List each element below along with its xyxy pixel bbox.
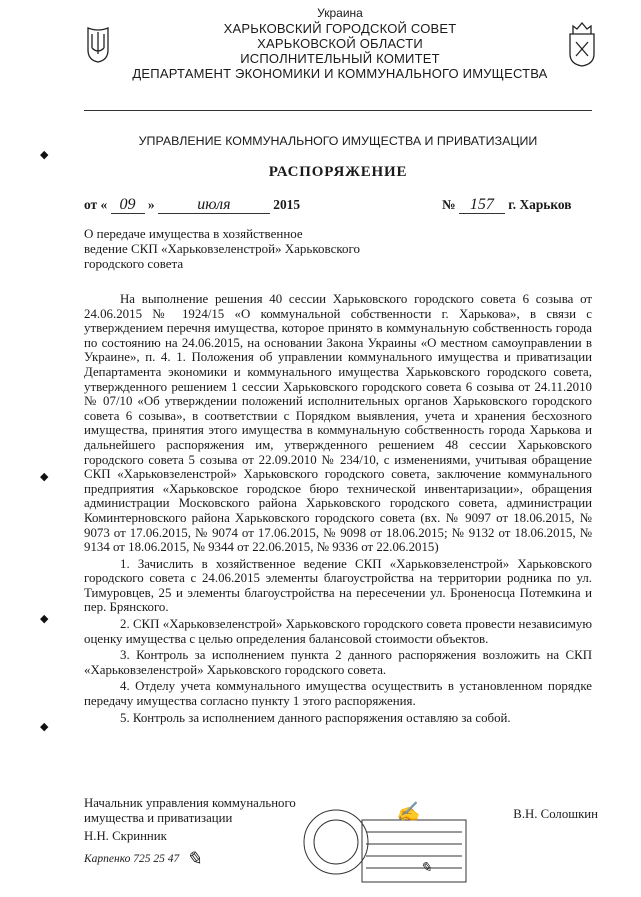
signer-position-line: Начальник управления коммунального (84, 796, 296, 810)
country-name: Украина (317, 6, 363, 20)
region-name: ХАРЬКОВСКОЙ ОБЛАСТИ (257, 36, 423, 51)
document-date (84, 196, 300, 214)
document-subject (84, 226, 384, 271)
approver-name: Н.Н. Скринник (84, 829, 167, 843)
binder-hole-mark: ◆ (40, 612, 49, 625)
header-divider (84, 110, 592, 111)
document-body (84, 292, 592, 727)
executive-committee-name: ИСПОЛНИТЕЛЬНЫЙ КОМИТЕТ (240, 51, 440, 66)
order-item-3: 3. Контроль за исполнением пункта 2 данного распоряжения возложить на СКП «Харьковзеленстрой» Харьковского городского совета. (84, 648, 592, 677)
order-item-4: 4. Отделу учета коммунального имущества осуществить в установленном порядке передачу имущества согласно пункту 1 этого распоряжения. (84, 679, 592, 709)
handwritten-signature-icon: ✎ (420, 860, 432, 876)
document-number (442, 196, 571, 214)
date-month-handwritten: июля (158, 196, 270, 214)
order-item-5: 5. Контроль за исполнением данного распоряжения оставляю за собой. (120, 710, 511, 725)
binder-hole-mark: ◆ (40, 470, 49, 483)
signer-position-line: имущества и приватизации (84, 811, 233, 825)
signer-position (84, 796, 334, 826)
handwritten-signature-icon: ✎ (186, 848, 202, 870)
binder-hole-mark: ◆ (40, 148, 49, 161)
subject-line: ведение СКП «Харьковзеленстрой» Харьковского (84, 241, 361, 256)
council-name: ХАРЬКОВСКИЙ ГОРОДСКОЙ СОВЕТ (223, 21, 457, 36)
date-prefix: от « (84, 197, 108, 212)
subject-line: О передаче имущества в хозяйственное (84, 226, 303, 241)
document-type-title: РАСПОРЯЖЕНИЕ (268, 164, 408, 180)
binder-hole-mark: ◆ (40, 720, 49, 733)
preamble-paragraph: На выполнение решения 40 сессии Харьковского городского совета 6 созыва от 24.06.2015 № 1924/15 «О коммунальной собственности г. Харькова», в связи с утверждением перечня имущества, которое принято в коммунальную собственность города по состоянию на 24.06.2015, на основании Закона Украины «О местном самоуправлении в Украине», п. 4. 1. Положения об управлении коммунального имущества и приватизации Департамента экономики и коммунального имущества Харьковского городского совета, утвержденного решением 1 сессии Харьковского городского совета 6 созыва от 24.11.2010 № 07/10 «Об утверждении положений исполнительных органов Харьковского городского совета 6 созыва», в соответствии с Порядком выявления, учета и хранения бесхозного имущества, принятия этого имущества в коммунальную собственность города Харькова и дальнейшего распоряжения им, утвержденного решением 48 сессии Харьковского городского совета 5 созыва от 22.09.2010 № 234/10, с изменениями, учитывая обращение СКП «Харьковзеленстрой» Харьковского городского совета, заключение коммунального предприятия «Харьковское городское бюро технической инвентаризации», обращения администрации Московского района Харьковского городского совета, администрации Коминтерновского района Харьковского городского совета (вх. № 9097 от 18.06.2015, № 9073 от 17.06.2015, № 9074 от 17.06.2015, № 9098 от 18.06.2015; № 9132 от 18.06.2015, № 9134 от 18.06.2015, № 9344 от 22.06.2015, № 9336 от 22.06.2015) (84, 292, 592, 555)
order-item-1: 1. Зачислить в хозяйственное ведение СКП «Харьковзеленстрой» Харьковского городского совета с 24.06.2015 элементы благоустройства на территории родника по ул. Тимуровцев, 25 и элементы благоустройства на пересечении ул. Броненосца Потемкина и пер. Брянского. (84, 556, 592, 615)
executor-contact: Карпенко 725 25 47 (84, 853, 180, 865)
issuing-unit-title: УПРАВЛЕНИЕ КОММУНАЛЬНОГО ИМУЩЕСТВА И ПРИВАТИЗАЦИИ (138, 134, 538, 148)
subject-line: городского совета (84, 256, 184, 271)
number-prefix: № (442, 197, 456, 212)
department-name: ДЕПАРТАМЕНТ ЭКОНОМИКИ И КОММУНАЛЬНОГО ИМУЩЕСТВА (132, 66, 548, 81)
signer-name: В.Н. Солошкин (513, 807, 598, 821)
handwritten-signature-icon: ✍ (396, 801, 420, 823)
date-year: 2015 (273, 197, 301, 212)
city-name: г. Харьков (508, 197, 572, 212)
date-day-handwritten: 09 (111, 196, 145, 214)
document-header (90, 6, 590, 81)
date-mid: » (147, 197, 155, 212)
order-item-2: 2. СКП «Харьковзеленстрой» Харьковского городского совета провести независимую оценку имущества с целью определения балансовой стоимости объектов. (84, 617, 592, 646)
number-handwritten: 157 (459, 196, 505, 214)
